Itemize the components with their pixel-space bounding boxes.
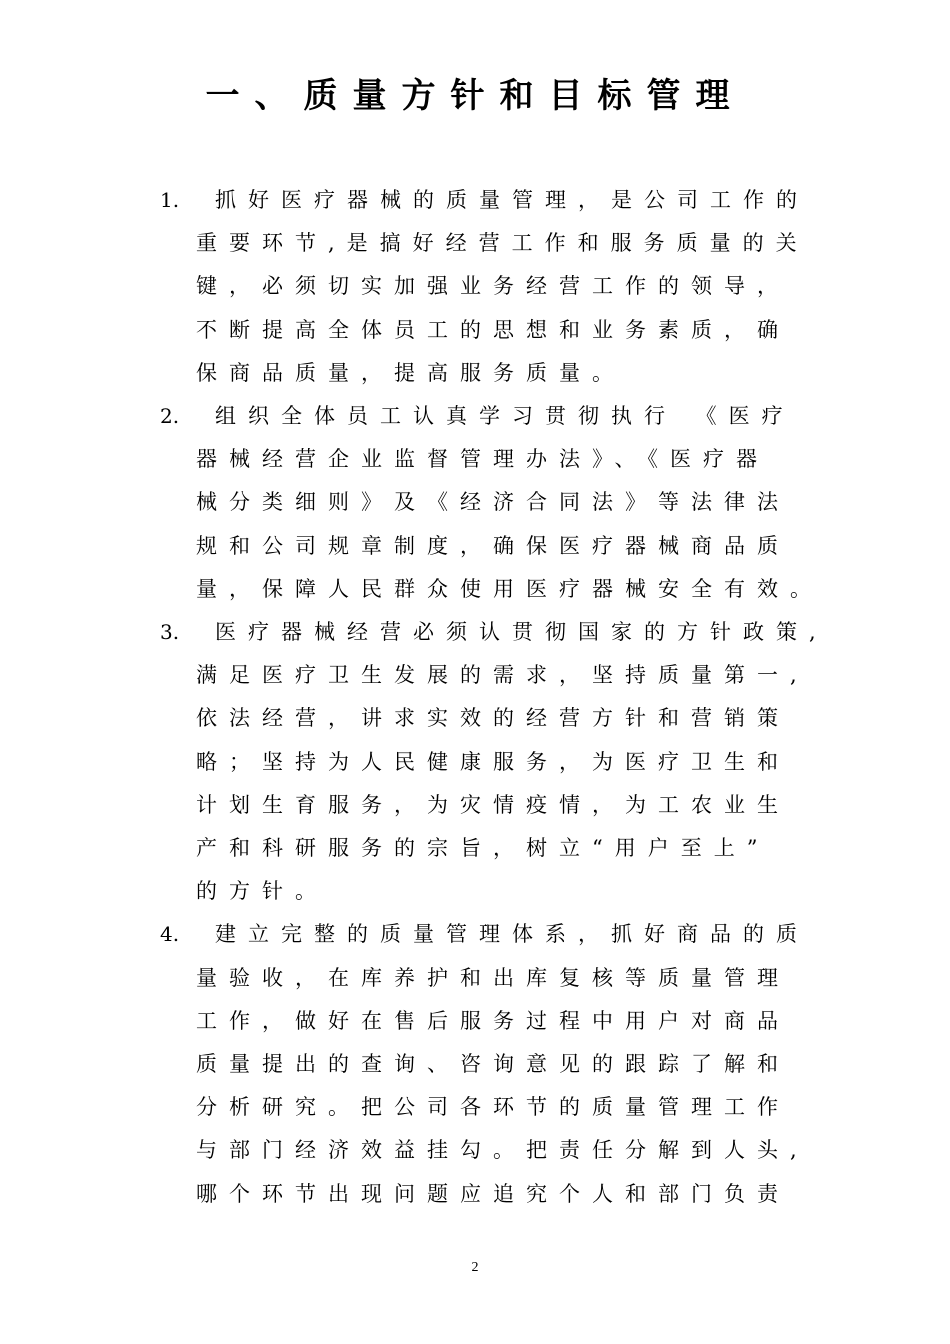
text-line: 建立完整的质量管理体系，抓好商品的质 — [215, 922, 809, 947]
text-line: 略；坚持为人民健康服务，为医疗卫生和 — [196, 749, 790, 774]
text-line: 医疗器械经营必须认贯彻国家的方针政策, — [215, 620, 828, 645]
text-line: 不断提高全体员工的思想和业务素质，确 — [196, 317, 790, 342]
text-line: 依法经营，讲求实效的经营方针和营销策 — [196, 706, 790, 731]
text-line: 保商品质量，提高服务质量。 — [196, 360, 625, 385]
text-line: 哪个环节出现问题应追究个人和部门负责 — [196, 1181, 790, 1206]
item-number: 2. — [160, 404, 180, 429]
text-line: 工作，做好在售后服务过程中用户对商品 — [196, 1008, 790, 1033]
item-number: 3. — [160, 620, 180, 645]
item-text — [196, 913, 850, 1215]
item-text — [196, 611, 850, 913]
text-line: 质量提出的查询、咨询意见的跟踪了解和 — [196, 1052, 790, 1077]
text-line: 重要环节,是搞好经营工作和服务质量的关 — [196, 231, 809, 256]
text-line: 产和科研服务的宗旨，树立“用户至上” — [196, 836, 770, 861]
text-line: 量，保障人民群众使用医疗器械安全有效。 — [196, 576, 823, 601]
text-line: 键，必须切实加强业务经营工作的领导， — [196, 274, 790, 299]
item-number: 1. — [160, 188, 180, 212]
text-line: 规和公司规章制度，确保医疗器械商品质 — [196, 533, 790, 558]
text-line: 组织全体员工认真学习贯彻执行 《医疗 — [215, 404, 795, 429]
text-line: 械分类细则》及《经济合同法》等法律法 — [196, 490, 790, 515]
item-text — [196, 179, 850, 395]
page-number: 2 — [471, 1260, 479, 1275]
item-number: 4. — [160, 922, 180, 947]
item-list — [160, 179, 850, 1216]
text-line: 抓好医疗器械的质量管理，是公司工作的 — [215, 188, 809, 212]
list-item — [160, 913, 850, 1215]
page-title: 一、质量方针和目标管理 — [205, 76, 745, 116]
text-line: 量验收，在库养护和出库复核等质量管理 — [196, 965, 790, 990]
text-line: 满足医疗卫生发展的需求，坚持质量第一, — [196, 663, 809, 688]
text-line: 与部门经济效益挂勾。把责任分解到人头, — [196, 1138, 809, 1163]
list-item — [160, 179, 850, 395]
text-line: 器械经营企业监督管理办法》、《医疗器 — [196, 447, 769, 472]
text-line: 的方针。 — [196, 879, 328, 904]
list-item — [160, 611, 850, 913]
list-item — [160, 395, 850, 611]
text-line: 分析研究。把公司各环节的质量管理工作 — [196, 1095, 790, 1120]
item-text — [196, 395, 850, 611]
text-line: 计划生育服务，为灾情疫情，为工农业生 — [196, 792, 790, 817]
